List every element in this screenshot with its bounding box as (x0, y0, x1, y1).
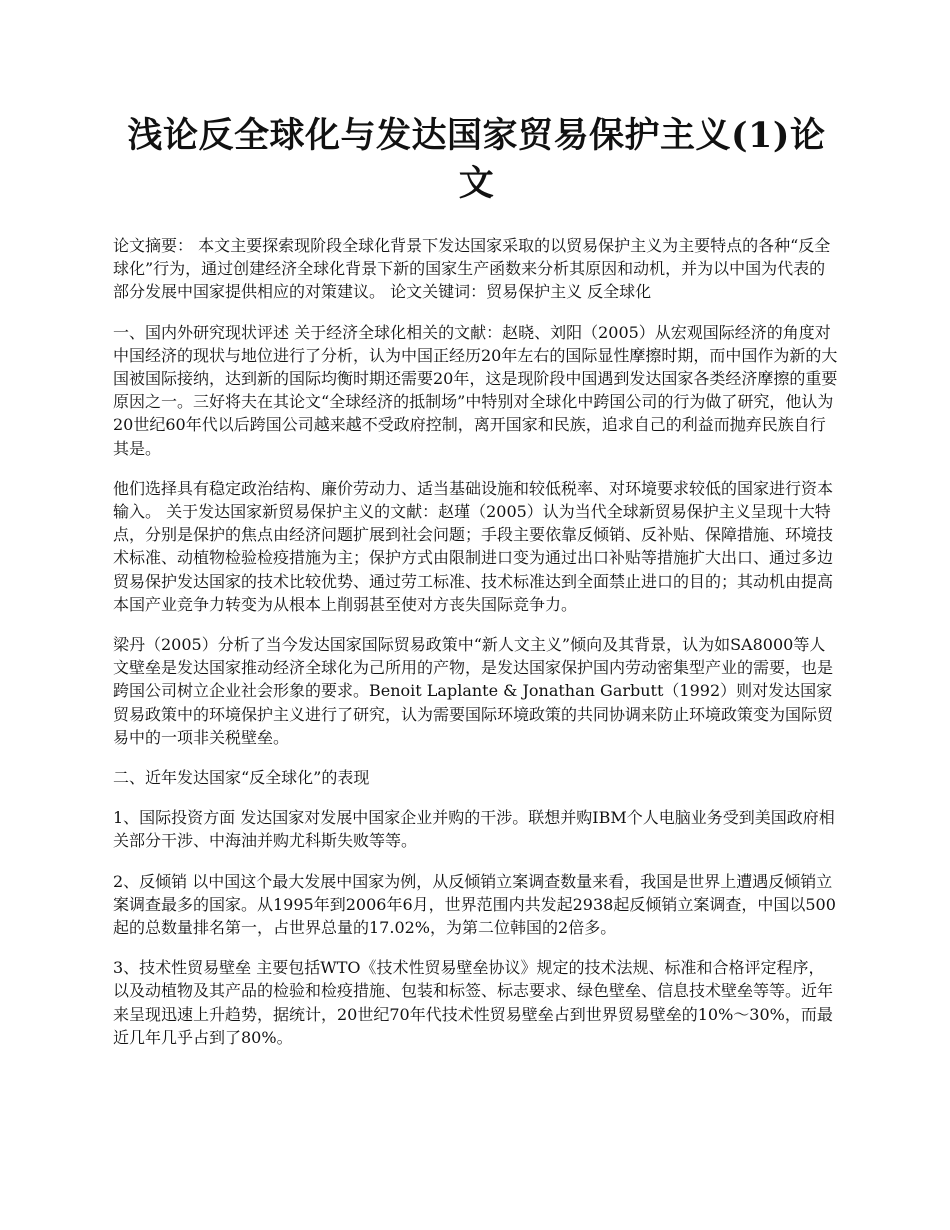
section-heading-2: 二、近年发达国家“反全球化”的表现 (113, 768, 370, 788)
abstract-paragraph: 论文摘要： 本文主要探索现阶段全球化背景下发达国家采取的以贸易保护主义为主要特点的各种“反全球化”行为，通过创建经济全球化背景下新的国家生产函数来分析其原因和动机，并为以中国为代表的部分发展中国家提供相应的对策建议。 论文关键词：贸易保护主义 反全球化 (113, 236, 831, 302)
anti-dumping-paragraph: 2、反倾销 以中国这个最大发展中国家为例，从反倾销立案调查数量来看，我国是世界上遭遇反倾销立案调查最多的国家。从1995年到2006年6月，世界范围内共发起2938起反倾销立案调查，中国以500起的总数量排名第一，占世界总量的17.02%，为第二位韩国的2倍多。 (113, 871, 836, 938)
international-investment-paragraph: 1、国际投资方面 发达国家对发展中国家企业并购的干涉。联想并购IBM个人电脑业务受到美国政府相关部分干涉、中海油并购尤科斯失败等等。 (113, 808, 835, 851)
document-title: 浅论反全球化与发达国家贸易保护主义(1)论文 (127, 115, 826, 204)
humanistic-barrier-paragraph: 梁丹（2005）分析了当今发达国家国际贸易政策中“新人文主义”倾向及其背景，认为如SA8000等人文壁垒是发达国家推动经济全球化为己所用的产物，是发达国家保护国内劳动密集型产业的需要，也是跨国公司树立企业社会形象的要求。Benoit Laplante & Jonathan Garbutt（1992）则对发达国家贸易政策中的环境保护主义进行了研究，认为需要国际环境政策的共同协调来防止环境政策变为国际贸易中的一项非关税壁垒。 (113, 635, 834, 747)
technical-barrier-paragraph: 3、技术性贸易壁垒 主要包括WTO《技术性贸易壁垒协议》规定的技术法规、标准和合格评定程序，以及动植物及其产品的检验和检疫措施、包装和标签、标志要求、绿色壁垒、信息技术壁垒等等。近年来呈现迅速上升趋势，据统计，20世纪70年代技术性贸易壁垒占到世界贸易壁垒的10%～30%，而最近几年几乎占到了80%。 (113, 958, 834, 1047)
literature-review-paragraph: 一、国内外研究现状评述 关于经济全球化相关的文献：赵晓、刘阳（2005）从宏观国际经济的角度对中国经济的现状与地位进行了分析，认为中国正经历20年左右的国际显性摩擦时期，而中国作为新的大国被国际接纳，达到新的国际均衡时期还需要20年，这是现阶段中国遇到发达国家各类经济摩擦的重要原因之一。三好将夫在其论文“全球经济的抵制场”中特别对全球化中跨国公司的行为做了研究，他认为20世纪60年代以后跨国公司越来越不受政府控制，离开国家和民族，追求自己的利益而抛弃民族自行其是。 (113, 322, 838, 458)
trade-protectionism-literature-paragraph: 他们选择具有稳定政治结构、廉价劳动力、适当基础设施和较低税率、对环境要求较低的国家进行资本输入。 关于发达国家新贸易保护主义的文献：赵瑾（2005）认为当代全球新贸易保护主义呈现十大特点，分别是保护的焦点由经济问题扩展到社会问题；手段主要依靠反倾销、反补贴、保障措施、环境技术标准、动植物检验检疫措施为主；保护方式由限制进口变为通过出口补贴等措施扩大出口、通过多边贸易保护发达国家的技术比较优势、通过劳工标准、技术标准达到全面禁止进口的目的；其动机由提高本国产业竞争力转变为从根本上削弱甚至使对方丧失国际竞争力。 (113, 478, 834, 614)
